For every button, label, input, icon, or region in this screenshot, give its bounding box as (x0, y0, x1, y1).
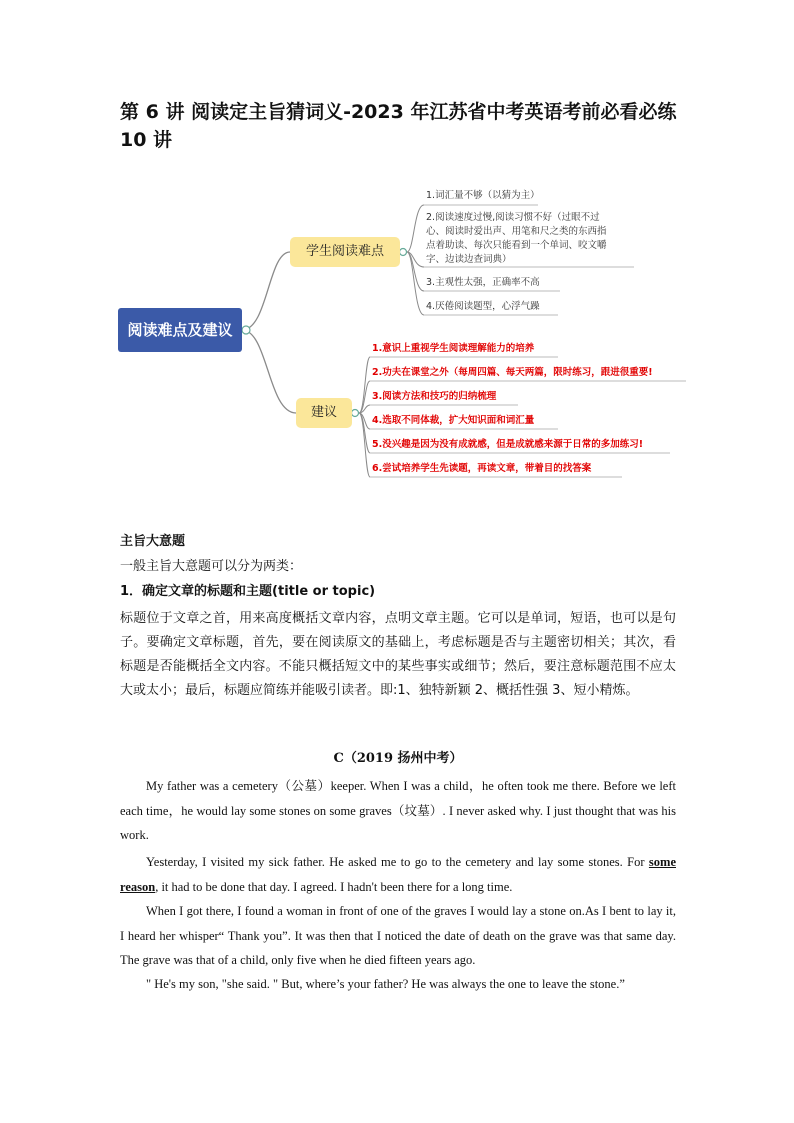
section-body: 标题位于文章之首，用来高度概括文章内容，点明文章主题。它可以是单词，短语，也可以是句子。要确定文章标题，首先，要在阅读原文的基础上，考虑标题是否与主题密切相关；其次，看标题是否能概括全文内容。不能只概括短文中的某些事实或细节；然后，要注意标题范围不应太大或太小；最后，标题应简练并能吸引读者。即:1、独特新颖 2、概括性强 3、短小精炼。 (120, 611, 676, 698)
passage-p2-end: , it had to be done that day. I agreed. I hadn't been there for a long time. (155, 879, 513, 894)
passage-heading: C（2019 扬州中考） (333, 751, 463, 766)
leaf-suggestion-6: 6.尝试培养学生先读题，再读文章，带着目的找答案 (372, 463, 592, 474)
leaf-difficulty-1: 1.词汇量不够（以猜为主） (426, 190, 540, 201)
leaf-suggestion-5: 5.没兴趣是因为没有成就感，但是成就感来源于日常的多加练习! (372, 439, 644, 450)
mind-map-root: 阅读难点及建议 (118, 308, 242, 352)
branch-suggestions: 建议 (296, 398, 352, 428)
passage-paragraph-4: " He's my son, "she said. " But, where’s your father? He was always the one to leave the stone.” (146, 977, 625, 991)
leaf-difficulty-2b: 心、阅读时爱出声、用笔和尺之类的东西指 (426, 226, 607, 237)
leaf-difficulty-2c: 点着助读、每次只能看到一个单词、咬文嚼 (426, 240, 607, 251)
leaf-suggestion-4: 4.选取不同体裁，扩大知识面和词汇量 (372, 415, 535, 426)
page-title: 第 6 讲 阅读定主旨猜词义-2023 年江苏省中考英语考前必看必练 10 讲 (120, 101, 677, 151)
leaf-suggestion-2: 2.功夫在课堂之外（每周四篇、每天两篇，限时练习，跟进很重要! (372, 367, 653, 378)
passage-p2-start: Yesterday, I visited my sick father. He asked me to go to the cemetery and lay some stones. For (146, 855, 649, 869)
passage-paragraph-1: My father was a cemetery（公墓）keeper. When I was a child，he often took me there. Before we left each time，he would lay some stones on some graves（坟墓）. I never asked why. I just thought that was his work. (120, 779, 676, 842)
leaf-difficulty-3: 3.主观性太强，正确率不高 (426, 277, 540, 288)
branch-difficulties: 学生阅读难点 (290, 237, 400, 267)
section-subheading: 1．确定文章的标题和主题(title or topic) (120, 584, 376, 599)
section-heading: 主旨大意题 (120, 534, 186, 549)
underlined-phrase: some reason (120, 855, 676, 894)
section-intro: 一般主旨大意题可以分为两类： (120, 559, 303, 574)
leaf-difficulty-2d: 字、边读边查词典） (426, 254, 512, 265)
leaf-suggestion-3: 3.阅读方法和技巧的归纳梳理 (372, 391, 497, 402)
passage-paragraph-2 (120, 850, 676, 899)
passage-paragraph-3: When I got there, I found a woman in front of one of the graves I would lay a stone on.As I bent to lay it, I heard her whisper“ Thank you”. It was then that I noticed the date of death on the grave was that same day. The grave was that of a child, only five when he died fifteen years ago. (120, 904, 676, 967)
mind-map (118, 175, 688, 485)
leaf-difficulty-2a: 2.阅读速度过慢,阅读习惯不好（过眼不过 (426, 212, 600, 223)
leaf-suggestion-1: 1.意识上重视学生阅读理解能力的培养 (372, 343, 535, 354)
leaf-difficulty-4: 4.厌倦阅读题型，心浮气躁 (426, 301, 540, 312)
